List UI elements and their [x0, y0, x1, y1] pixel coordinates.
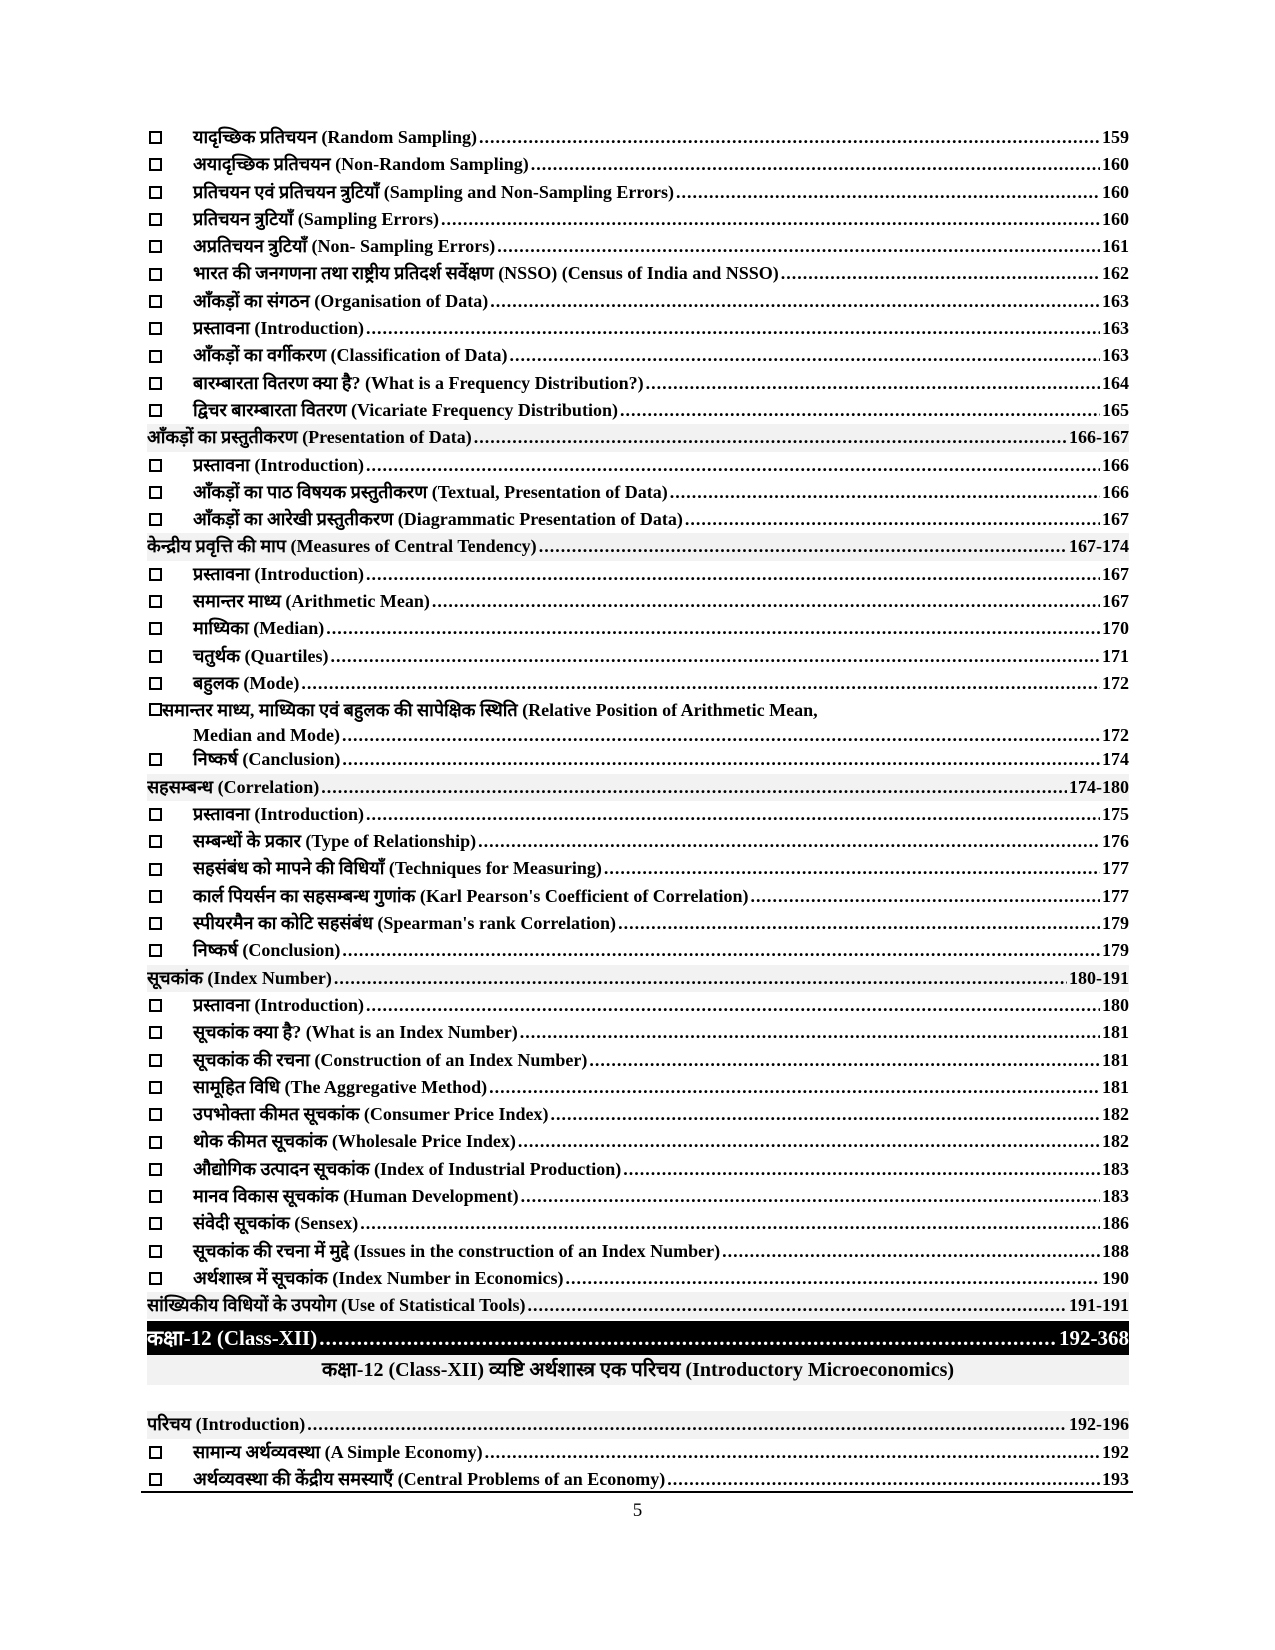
toc-entry-title: प्रतिचयन एवं प्रतिचयन त्रुटियाँ (Sampling and Non-Sampling Errors): [193, 181, 675, 202]
toc-page-number: 188: [1102, 1240, 1129, 1261]
toc-page-number: 182: [1102, 1104, 1129, 1125]
dot-leader: [342, 746, 1100, 773]
dot-leader: [366, 452, 1100, 479]
toc-page-number: 160: [1102, 208, 1129, 229]
class-subtitle: [147, 1355, 1129, 1385]
toc-entry-title: सहसम्बन्ध (Correlation): [147, 776, 320, 797]
toc-page-number: 170: [1102, 618, 1129, 639]
toc-entry-title: द्विचर बारम्बारता वितरण (Vicariate Frequency Distribution): [193, 399, 618, 420]
checkbox-bullet-icon: [147, 186, 193, 199]
toc-entry-title: मानव विकास सूचकांक (Human Development): [193, 1185, 519, 1206]
class-heading-bar: [147, 1321, 1129, 1355]
dot-leader: [485, 1439, 1100, 1466]
dot-leader: [722, 1238, 1100, 1265]
checkbox-bullet-icon: [147, 377, 193, 390]
toc-page-number: 183: [1102, 1185, 1129, 1206]
checkbox-bullet-icon: [147, 1136, 193, 1149]
checkbox-bullet-icon: [147, 1473, 193, 1486]
toc-entry: [147, 883, 1129, 910]
toc-entry-title: सांख्यिकीय विधियों के उपयोग (Use of Statistical Tools): [147, 1295, 526, 1316]
toc-entry: [147, 1019, 1129, 1046]
dot-leader: [321, 774, 1067, 801]
dot-leader: [326, 615, 1100, 642]
toc-entry-title: भारत की जनगणना तथा राष्ट्रीय प्रतिदर्श सर्वेक्षण (NSSO) (Census of India and NSSO): [193, 263, 779, 284]
checkbox-bullet-icon: [147, 158, 193, 171]
toc-entry: [147, 206, 1129, 233]
toc-entry-title: औद्योगिक उत्पादन सूचकांक (Index of Industrial Production): [193, 1158, 622, 1179]
toc-entry: [147, 910, 1129, 937]
footer-rule: [141, 1491, 1133, 1493]
toc-entry-title: प्रस्तावना (Introduction): [193, 563, 365, 584]
checkbox-bullet-icon: [147, 213, 193, 226]
table-of-contents: [147, 124, 1129, 1493]
toc-page-number: 174: [1102, 749, 1129, 770]
dot-leader: [646, 370, 1100, 397]
dot-leader: [307, 1411, 1067, 1438]
dot-leader: [331, 643, 1101, 670]
checkbox-bullet-icon: [147, 295, 193, 308]
dot-leader: [441, 206, 1100, 233]
dot-leader: [589, 1047, 1100, 1074]
toc-entry: [147, 260, 1129, 287]
toc-entry-title: कक्षा-12 (Class-XII): [147, 1326, 318, 1351]
toc-page-number: 160: [1102, 181, 1129, 202]
toc-page-number: 161: [1102, 236, 1129, 257]
toc-page-number: 167: [1102, 509, 1129, 530]
checkbox-bullet-icon: [147, 268, 193, 281]
toc-section-heading: [147, 533, 1129, 560]
dot-leader: [685, 506, 1100, 533]
toc-entry: [147, 992, 1129, 1019]
checkbox-bullet-icon: [147, 486, 193, 499]
toc-page-number: 183: [1102, 1158, 1129, 1179]
toc-page-number: 172: [1102, 672, 1129, 693]
toc-entry-title: बहुलक (Mode): [193, 672, 300, 693]
toc-entry-title: सम्बन्धों के प्रकार (Type of Relationship): [193, 831, 477, 852]
toc-entry: [147, 1101, 1129, 1128]
toc-entry-title: प्रस्तावना (Introduction): [193, 994, 365, 1015]
checkbox-bullet-icon: [147, 513, 193, 526]
checkbox-bullet-icon: [147, 1190, 193, 1203]
toc-entry-title: बारम्बारता वितरण क्या है? (What is a Frequency Distribution?): [193, 372, 644, 393]
toc-entry: [147, 937, 1129, 964]
dot-leader: [521, 1183, 1100, 1210]
checkbox-bullet-icon: [147, 999, 193, 1012]
toc-page-number: 179: [1102, 940, 1129, 961]
toc-entry-title: कार्ल पियर्सन का सहसम्बन्ध गुणांक (Karl Pearson's Coefficient of Correlation): [193, 885, 749, 906]
checkbox-bullet-icon: [147, 808, 193, 821]
toc-entry: [147, 1466, 1129, 1493]
dot-leader: [497, 233, 1100, 260]
toc-entry: [147, 615, 1129, 642]
dot-leader: [604, 855, 1100, 882]
toc-page-number: 160: [1102, 154, 1129, 175]
dot-leader: [750, 883, 1100, 910]
toc-page-number: 163: [1102, 345, 1129, 366]
checkbox-bullet-icon: [147, 1272, 193, 1285]
checkbox-bullet-icon: [147, 1108, 193, 1121]
checkbox-bullet-icon: [147, 322, 193, 335]
toc-page-number: 177: [1102, 885, 1129, 906]
toc-page-number: 162: [1102, 263, 1129, 284]
dot-leader: [531, 151, 1100, 178]
toc-entry: [147, 1238, 1129, 1265]
toc-entry: [147, 1265, 1129, 1292]
toc-entry: [147, 588, 1129, 615]
toc-entry-title: सूचकांक (Index Number): [147, 967, 332, 988]
dot-leader: [366, 801, 1100, 828]
toc-section-heading: [147, 1292, 1129, 1319]
toc-entry: [147, 397, 1129, 424]
checkbox-bullet-icon: [147, 568, 193, 581]
toc-entry-title: केन्द्रीय प्रवृत्ति की माप (Measures of Central Tendency): [147, 536, 537, 557]
toc-entry-title: निष्कर्ष (Canclusion): [193, 749, 341, 770]
toc-entry-title: Median and Mode): [193, 725, 341, 746]
toc-entry: [147, 179, 1129, 206]
checkbox-bullet-icon: [147, 404, 193, 417]
toc-entry-title: सामान्य अर्थव्यवस्था (A Simple Economy): [193, 1441, 483, 1462]
toc-entry-title: प्रस्तावना (Introduction): [193, 454, 365, 475]
toc-entry: [147, 697, 1129, 724]
toc-entry-title: समान्तर माध्य, माध्यिका एवं बहुलक की सापेक्षिक स्थिति (Relative Position of Arithmetic Mean,: [162, 700, 818, 721]
checkbox-bullet-icon: [147, 1446, 193, 1459]
toc-page-number: 190: [1102, 1267, 1129, 1288]
toc-entry-title: समान्तर माध्य (Arithmetic Mean): [193, 591, 430, 612]
toc-page-number: 172: [1102, 725, 1129, 746]
toc-entry: [147, 288, 1129, 315]
toc-entry: [147, 1439, 1129, 1466]
toc-entry: [147, 151, 1129, 178]
toc-page-number: 164: [1102, 372, 1129, 393]
dot-leader: [509, 342, 1100, 369]
toc-entry: [147, 828, 1129, 855]
toc-entry: [147, 1047, 1129, 1074]
checkbox-bullet-icon: [147, 595, 193, 608]
toc-page-number: 192: [1102, 1441, 1129, 1462]
dot-leader: [623, 1156, 1100, 1183]
toc-page-number: 181: [1102, 1022, 1129, 1043]
toc-entry: [147, 746, 1129, 773]
toc-entry-title: आँकड़ों का वर्गीकरण (Classification of Data): [193, 345, 508, 366]
dot-leader: [489, 1074, 1100, 1101]
toc-page-number: 192-196: [1069, 1414, 1129, 1435]
dot-leader: [620, 397, 1100, 424]
toc-entry: [147, 670, 1129, 697]
dot-leader: [366, 315, 1100, 342]
toc-entry-title: अयादृच्छिक प्रतिचयन (Non-Random Sampling): [193, 154, 529, 175]
dot-leader: [490, 288, 1100, 315]
toc-entry-title: सूचकांक की रचना (Construction of an Index Number): [193, 1049, 588, 1070]
toc-page-number: 166: [1102, 481, 1129, 502]
toc-entry: [147, 1074, 1129, 1101]
toc-entry: [147, 233, 1129, 260]
toc-page-number: 176: [1102, 831, 1129, 852]
dot-leader: [618, 910, 1100, 937]
dot-leader: [360, 1210, 1100, 1237]
toc-entry-title: आँकड़ों का प्रस्तुतीकरण (Presentation of Data): [147, 427, 472, 448]
toc-page-number: 166-167: [1069, 427, 1129, 448]
checkbox-bullet-icon: [147, 1217, 193, 1230]
dot-leader: [539, 533, 1067, 560]
checkbox-bullet-icon: [147, 1245, 193, 1258]
checkbox-bullet-icon: [147, 863, 193, 876]
toc-page-number: 181: [1102, 1049, 1129, 1070]
dot-leader: [565, 1265, 1100, 1292]
toc-entry: [147, 479, 1129, 506]
toc-entry: [147, 643, 1129, 670]
checkbox-bullet-icon: [147, 1081, 193, 1094]
checkbox-bullet-icon: [147, 944, 193, 957]
toc-entry-title: माध्यिका (Median): [193, 618, 325, 639]
dot-leader: [551, 1101, 1100, 1128]
toc-page-number: 163: [1102, 290, 1129, 311]
toc-entry: [147, 342, 1129, 369]
toc-entry: [147, 506, 1129, 533]
toc-entry: [147, 855, 1129, 882]
toc-page-number: 163: [1102, 318, 1129, 339]
checkbox-bullet-icon: [147, 835, 193, 848]
toc-entry-title: निष्कर्ष (Conclusion): [193, 940, 341, 961]
toc-entry-title: आँकड़ों का पाठ विषयक प्रस्तुतीकरण (Textual, Presentation of Data): [193, 481, 668, 502]
dot-leader: [366, 992, 1100, 1019]
checkbox-bullet-icon: [147, 1026, 193, 1039]
toc-entry-title: सहसंबंध को मापने की विधियाँ (Techniques for Measuring): [193, 858, 602, 879]
toc-entry-title: सूचकांक की रचना में मुद्दे (Issues in the construction of an Index Number): [193, 1240, 721, 1261]
dot-leader: [366, 561, 1100, 588]
toc-page-number: 180: [1102, 994, 1129, 1015]
toc-page-number: 159: [1102, 127, 1129, 147]
toc-page-number: 166: [1102, 454, 1129, 475]
toc-entry-title: प्रस्तावना (Introduction): [193, 318, 365, 339]
dot-leader: [518, 1128, 1100, 1155]
toc-entry-title: कक्षा-12 (Class-XII) व्यष्टि अर्थशास्त्र एक परिचय (Introductory Microeconomics): [321, 1359, 955, 1382]
toc-page-number: 193: [1102, 1469, 1129, 1490]
toc-page-number: 186: [1102, 1213, 1129, 1234]
toc-section-heading: [147, 424, 1129, 451]
toc-entry: [147, 1183, 1129, 1210]
toc-entry: [147, 370, 1129, 397]
checkbox-bullet-icon: [147, 890, 193, 903]
dot-leader: [319, 1321, 1057, 1355]
toc-entry-title: उपभोक्ता कीमत सूचकांक (Consumer Price Index): [193, 1104, 549, 1125]
toc-entry-title: सूचकांक क्या है? (What is an Index Number): [193, 1022, 518, 1043]
toc-entry-title: प्रस्तावना (Introduction): [193, 803, 365, 824]
dot-leader: [676, 179, 1100, 206]
checkbox-bullet-icon: [147, 917, 193, 930]
toc-entry-title: आँकड़ों का आरेखी प्रस्तुतीकरण (Diagrammatic Presentation of Data): [193, 509, 683, 530]
toc-entry-title: स्पीयरमैन का कोटि सहसंबंध (Spearman's rank Correlation): [193, 913, 617, 934]
toc-section-heading: [147, 1411, 1129, 1438]
checkbox-bullet-icon: [147, 1163, 193, 1176]
toc-page-number: 191-191: [1069, 1295, 1129, 1316]
toc-page-number: 177: [1102, 858, 1129, 879]
toc-page-number: 165: [1102, 399, 1129, 420]
toc-page-number: 175: [1102, 803, 1129, 824]
toc-page-number: 167: [1102, 591, 1129, 612]
dot-leader: [478, 828, 1100, 855]
toc-entry-title: आँकड़ों का संगठन (Organisation of Data): [193, 290, 489, 311]
checkbox-bullet-icon: [147, 131, 193, 144]
toc-entry: [147, 1156, 1129, 1183]
toc-page-number: 192-368: [1059, 1326, 1129, 1351]
checkbox-bullet-icon: [147, 697, 162, 724]
checkbox-bullet-icon: [147, 459, 193, 472]
toc-entry-title: अर्थशास्त्र में सूचकांक (Index Number in Economics): [193, 1267, 564, 1288]
dot-leader: [334, 965, 1067, 992]
toc-entry: [147, 315, 1129, 342]
toc-entry-title: यादृच्छिक प्रतिचयन (Random Sampling): [193, 127, 477, 147]
dot-leader: [670, 479, 1100, 506]
dot-leader: [520, 1019, 1100, 1046]
toc-page-number: 171: [1102, 645, 1129, 666]
toc-entry-continuation: [147, 724, 1129, 746]
checkbox-bullet-icon: [147, 677, 193, 690]
dot-leader: [781, 260, 1100, 287]
toc-entry: [147, 452, 1129, 479]
toc-entry-title: प्रतिचयन त्रुटियाँ (Sampling Errors): [193, 208, 439, 229]
toc-section-heading: [147, 774, 1129, 801]
toc-entry-title: अर्थव्यवस्था की केंद्रीय समस्याएँ (Central Problems of an Economy): [193, 1469, 666, 1490]
toc-entry: [147, 561, 1129, 588]
checkbox-bullet-icon: [147, 650, 193, 663]
dot-leader: [528, 1292, 1067, 1319]
toc-page-number: 179: [1102, 913, 1129, 934]
page-number: 5: [632, 1500, 643, 1521]
toc-page-number: 182: [1102, 1131, 1129, 1152]
dot-leader: [301, 670, 1100, 697]
toc-page-number: 174-180: [1069, 776, 1129, 797]
dot-leader: [667, 1466, 1100, 1493]
toc-entry-title: सामूहित विधि (The Aggregative Method): [193, 1076, 488, 1097]
dot-leader: [432, 588, 1100, 615]
toc-entry-title: परिचय (Introduction): [147, 1414, 306, 1435]
dot-leader: [342, 937, 1100, 964]
toc-entry: [147, 124, 1129, 151]
checkbox-bullet-icon: [147, 1054, 193, 1067]
dot-leader: [342, 724, 1100, 746]
toc-section-heading: [147, 965, 1129, 992]
dot-leader: [474, 424, 1067, 451]
toc-entry: [147, 801, 1129, 828]
checkbox-bullet-icon: [147, 622, 193, 635]
toc-entry: [147, 1128, 1129, 1155]
toc-entry: [147, 1210, 1129, 1237]
checkbox-bullet-icon: [147, 753, 193, 766]
checkbox-bullet-icon: [147, 240, 193, 253]
toc-page-number: 167: [1102, 563, 1129, 584]
dot-leader: [479, 124, 1100, 151]
toc-page-number: 180-191: [1069, 967, 1129, 988]
toc-entry-title: अप्रतिचयन त्रुटियाँ (Non- Sampling Errors): [193, 236, 496, 257]
toc-page-number: 181: [1102, 1076, 1129, 1097]
toc-entry-title: थोक कीमत सूचकांक (Wholesale Price Index): [193, 1131, 516, 1152]
toc-entry-title: संवेदी सूचकांक (Sensex): [193, 1213, 359, 1234]
toc-page-number: 167-174: [1069, 536, 1129, 557]
checkbox-bullet-icon: [147, 350, 193, 363]
toc-entry-title: चतुर्थक (Quartiles): [193, 645, 329, 666]
